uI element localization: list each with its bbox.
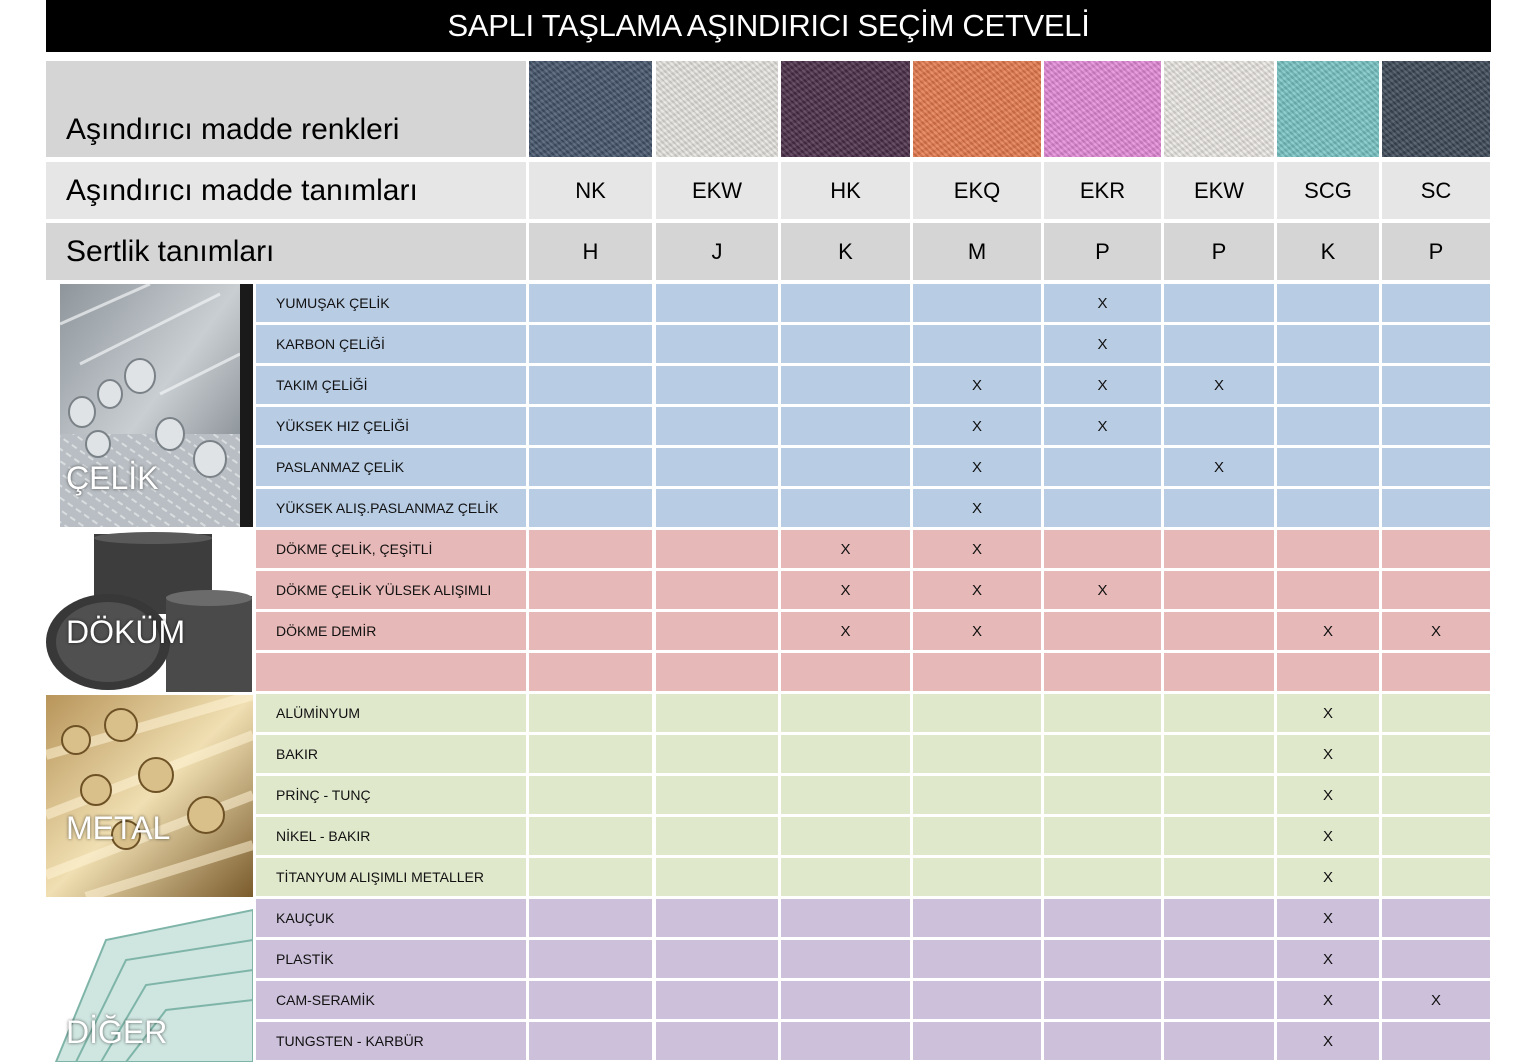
table-cell: [529, 653, 652, 691]
table-cell: X: [913, 571, 1041, 609]
table-cell: [529, 571, 652, 609]
table-cell: [656, 448, 778, 486]
table-cell: [1277, 653, 1379, 691]
table-cell: X: [913, 407, 1041, 445]
table-cell: [529, 858, 652, 896]
table-cell: [656, 694, 778, 732]
material-label: PRİNÇ - TUNÇ: [256, 776, 526, 814]
table-cell: [781, 981, 910, 1019]
material-label: [256, 653, 526, 691]
table-cell: [1382, 817, 1490, 855]
table-cell: [1164, 940, 1274, 978]
abrasive-code-6: SCG: [1277, 162, 1379, 219]
material-label: TAKIM ÇELİĞİ: [256, 366, 526, 404]
table-cell: X: [913, 489, 1041, 527]
hardness-code-1: J: [656, 223, 778, 280]
table-cell: [656, 325, 778, 363]
table-cell: [1277, 325, 1379, 363]
hardness-code-6: K: [1277, 223, 1379, 280]
table-cell: [1382, 489, 1490, 527]
table-cell: [656, 1022, 778, 1060]
table-cell: X: [1164, 448, 1274, 486]
table-cell: X: [1164, 366, 1274, 404]
table-cell: [656, 776, 778, 814]
table-cell: [656, 571, 778, 609]
table-cell: [781, 489, 910, 527]
table-cell: X: [913, 612, 1041, 650]
table-cell: [1044, 858, 1161, 896]
table-cell: [529, 899, 652, 937]
table-cell: [656, 284, 778, 322]
abrasive-code-5: EKW: [1164, 162, 1274, 219]
material-label: DÖKME ÇELİK YÜLSEK ALIŞIMLI: [256, 571, 526, 609]
material-label: DÖKME DEMİR: [256, 612, 526, 650]
abrasive-code-0: NK: [529, 162, 652, 219]
table-cell: [1044, 1022, 1161, 1060]
table-cell: [1382, 448, 1490, 486]
table-cell: X: [1382, 981, 1490, 1019]
table-cell: X: [781, 612, 910, 650]
table-cell: [529, 489, 652, 527]
table-cell: X: [1277, 899, 1379, 937]
hardness-code-0: H: [529, 223, 652, 280]
table-cell: [781, 776, 910, 814]
table-cell: [781, 366, 910, 404]
hardness-code-3: M: [913, 223, 1041, 280]
table-cell: [1044, 489, 1161, 527]
table-cell: [1382, 1022, 1490, 1060]
table-cell: [529, 407, 652, 445]
orange-grit-swatch-icon: [913, 61, 1041, 157]
abrasive-code-2: HK: [781, 162, 910, 219]
hardness-code-2: K: [781, 223, 910, 280]
table-cell: X: [1277, 858, 1379, 896]
table-cell: [529, 694, 652, 732]
table-cell: [1382, 899, 1490, 937]
table-cell: [1382, 694, 1490, 732]
table-cell: [1044, 612, 1161, 650]
table-cell: [913, 899, 1041, 937]
pink-grit-swatch-icon: [1044, 61, 1161, 157]
dark-blue-grit-swatch-icon: [529, 61, 652, 157]
table-cell: [1277, 571, 1379, 609]
table-cell: [913, 694, 1041, 732]
hardness-code-7: P: [1382, 223, 1490, 280]
colors-header-text: Aşındırıcı madde renkleri: [66, 113, 400, 146]
table-cell: [1382, 653, 1490, 691]
table-cell: [1382, 325, 1490, 363]
material-label: DÖKME ÇELİK, ÇEŞİTLİ: [256, 530, 526, 568]
table-cell: [1164, 776, 1274, 814]
material-label: YUMUŞAK ÇELİK: [256, 284, 526, 322]
table-cell: [1277, 407, 1379, 445]
table-cell: X: [1277, 612, 1379, 650]
hardness-header-text: Sertlik tanımları: [66, 234, 275, 268]
table-cell: [529, 284, 652, 322]
table-cell: [1382, 940, 1490, 978]
table-cell: [656, 489, 778, 527]
table-cell: X: [1044, 366, 1161, 404]
table-cell: [656, 653, 778, 691]
table-cell: [1044, 448, 1161, 486]
table-cell: [1164, 981, 1274, 1019]
table-cell: [1382, 284, 1490, 322]
table-cell: [529, 1022, 652, 1060]
table-cell: [1164, 530, 1274, 568]
table-cell: X: [1277, 981, 1379, 1019]
table-cell: X: [1277, 735, 1379, 773]
table-cell: [529, 366, 652, 404]
table-cell: [781, 325, 910, 363]
table-cell: [529, 817, 652, 855]
table-cell: X: [913, 530, 1041, 568]
table-cell: X: [1277, 940, 1379, 978]
table-cell: [913, 981, 1041, 1019]
table-cell: [913, 817, 1041, 855]
material-label: KAUÇUK: [256, 899, 526, 937]
table-cell: X: [1044, 407, 1161, 445]
table-cell: [913, 1022, 1041, 1060]
table-cell: [1164, 899, 1274, 937]
table-cell: [656, 530, 778, 568]
white-grit-swatch-icon: [1164, 61, 1274, 157]
table-cell: [1164, 284, 1274, 322]
white-grit-swatch-icon: [656, 61, 778, 157]
table-cell: [913, 858, 1041, 896]
abrasive-code-4: EKR: [1044, 162, 1161, 219]
table-cell: [781, 448, 910, 486]
table-cell: [1164, 325, 1274, 363]
table-cell: [656, 817, 778, 855]
material-label: CAM-SERAMİK: [256, 981, 526, 1019]
definitions-header-text: Aşındırıcı madde tanımları: [66, 173, 418, 207]
colors-header-label: [46, 61, 526, 157]
table-cell: [656, 981, 778, 1019]
table-cell: [1164, 407, 1274, 445]
table-cell: [913, 284, 1041, 322]
table-cell: X: [1044, 325, 1161, 363]
table-cell: [1044, 694, 1161, 732]
table-cell: X: [913, 448, 1041, 486]
table-cell: X: [1044, 284, 1161, 322]
table-cell: [1382, 407, 1490, 445]
material-label: BAKIR: [256, 735, 526, 773]
black-grit-swatch-icon: [1382, 61, 1490, 157]
table-cell: [656, 940, 778, 978]
green-grit-swatch-icon: [1277, 61, 1379, 157]
table-cell: [1164, 489, 1274, 527]
material-label: PLASTİK: [256, 940, 526, 978]
table-cell: [1044, 653, 1161, 691]
hardness-code-4: P: [1044, 223, 1161, 280]
table-cell: [1164, 653, 1274, 691]
table-cell: [529, 612, 652, 650]
abrasive-code-3: EKQ: [913, 162, 1041, 219]
category-label-dokum: DÖKÜM: [66, 614, 186, 650]
table-cell: [656, 735, 778, 773]
table-cell: [1277, 530, 1379, 568]
table-cell: [656, 612, 778, 650]
page-title: SAPLI TAŞLAMA AŞINDIRICI SEÇİM CETVELİ: [46, 0, 1491, 52]
table-cell: [781, 858, 910, 896]
table-cell: [656, 858, 778, 896]
table-cell: [529, 776, 652, 814]
abrasive-code-7: SC: [1382, 162, 1490, 219]
material-label: NİKEL - BAKIR: [256, 817, 526, 855]
table-cell: [1277, 284, 1379, 322]
table-cell: [781, 940, 910, 978]
table-cell: [1277, 366, 1379, 404]
table-cell: [1044, 776, 1161, 814]
table-cell: [529, 940, 652, 978]
table-cell: [529, 448, 652, 486]
table-cell: [781, 817, 910, 855]
table-cell: [781, 284, 910, 322]
table-cell: [781, 407, 910, 445]
table-cell: [781, 735, 910, 773]
table-cell: [1382, 735, 1490, 773]
table-cell: X: [913, 366, 1041, 404]
material-label: YÜKSEK ALIŞ.PASLANMAZ ÇELİK: [256, 489, 526, 527]
material-label: YÜKSEK HIZ ÇELİĞİ: [256, 407, 526, 445]
cast-iron-cylinders-icon: [46, 530, 253, 692]
table-cell: [1164, 858, 1274, 896]
hardness-code-5: P: [1164, 223, 1274, 280]
table-cell: X: [1044, 571, 1161, 609]
table-cell: [1382, 858, 1490, 896]
table-cell: [913, 776, 1041, 814]
table-cell: [1044, 735, 1161, 773]
table-cell: [913, 325, 1041, 363]
table-cell: [1044, 899, 1161, 937]
table-cell: [1164, 735, 1274, 773]
table-cell: [1044, 530, 1161, 568]
table-cell: X: [1277, 817, 1379, 855]
material-label: KARBON ÇELİĞİ: [256, 325, 526, 363]
definitions-header-label: [46, 162, 526, 219]
table-cell: [656, 407, 778, 445]
table-cell: [1164, 1022, 1274, 1060]
purple-grit-swatch-icon: [781, 61, 910, 157]
table-cell: [656, 899, 778, 937]
category-label-metal: METAL: [66, 810, 171, 846]
table-cell: [781, 694, 910, 732]
table-cell: [529, 530, 652, 568]
table-cell: [529, 981, 652, 1019]
table-cell: X: [1277, 776, 1379, 814]
table-cell: [1164, 612, 1274, 650]
brass-rods-icon: [46, 695, 253, 897]
table-cell: [1044, 940, 1161, 978]
table-cell: [913, 735, 1041, 773]
table-cell: [1277, 489, 1379, 527]
table-cell: X: [1277, 694, 1379, 732]
table-cell: [781, 1022, 910, 1060]
table-cell: [781, 653, 910, 691]
table-cell: [529, 735, 652, 773]
table-cell: [1164, 694, 1274, 732]
table-cell: X: [1277, 1022, 1379, 1060]
category-label-diger: DİĞER: [66, 1014, 168, 1050]
table-cell: [1382, 530, 1490, 568]
table-cell: [913, 940, 1041, 978]
table-cell: [913, 653, 1041, 691]
material-label: TİTANYUM ALIŞIMLI METALLER: [256, 858, 526, 896]
table-cell: [1382, 571, 1490, 609]
material-label: PASLANMAZ ÇELİK: [256, 448, 526, 486]
table-cell: X: [781, 571, 910, 609]
table-cell: X: [781, 530, 910, 568]
hardness-header-label: [46, 223, 526, 280]
table-cell: [1044, 817, 1161, 855]
table-cell: X: [1382, 612, 1490, 650]
table-cell: [1277, 448, 1379, 486]
table-cell: [1044, 981, 1161, 1019]
table-cell: [529, 325, 652, 363]
table-cell: [781, 899, 910, 937]
table-cell: [1164, 817, 1274, 855]
material-label: ALÜMİNYUM: [256, 694, 526, 732]
material-label: TUNGSTEN - KARBÜR: [256, 1022, 526, 1060]
table-cell: [1164, 571, 1274, 609]
table-cell: [1382, 776, 1490, 814]
table-cell: [1382, 366, 1490, 404]
category-label-celik: ÇELİK: [66, 460, 159, 496]
table-cell: [656, 366, 778, 404]
abrasive-code-1: EKW: [656, 162, 778, 219]
